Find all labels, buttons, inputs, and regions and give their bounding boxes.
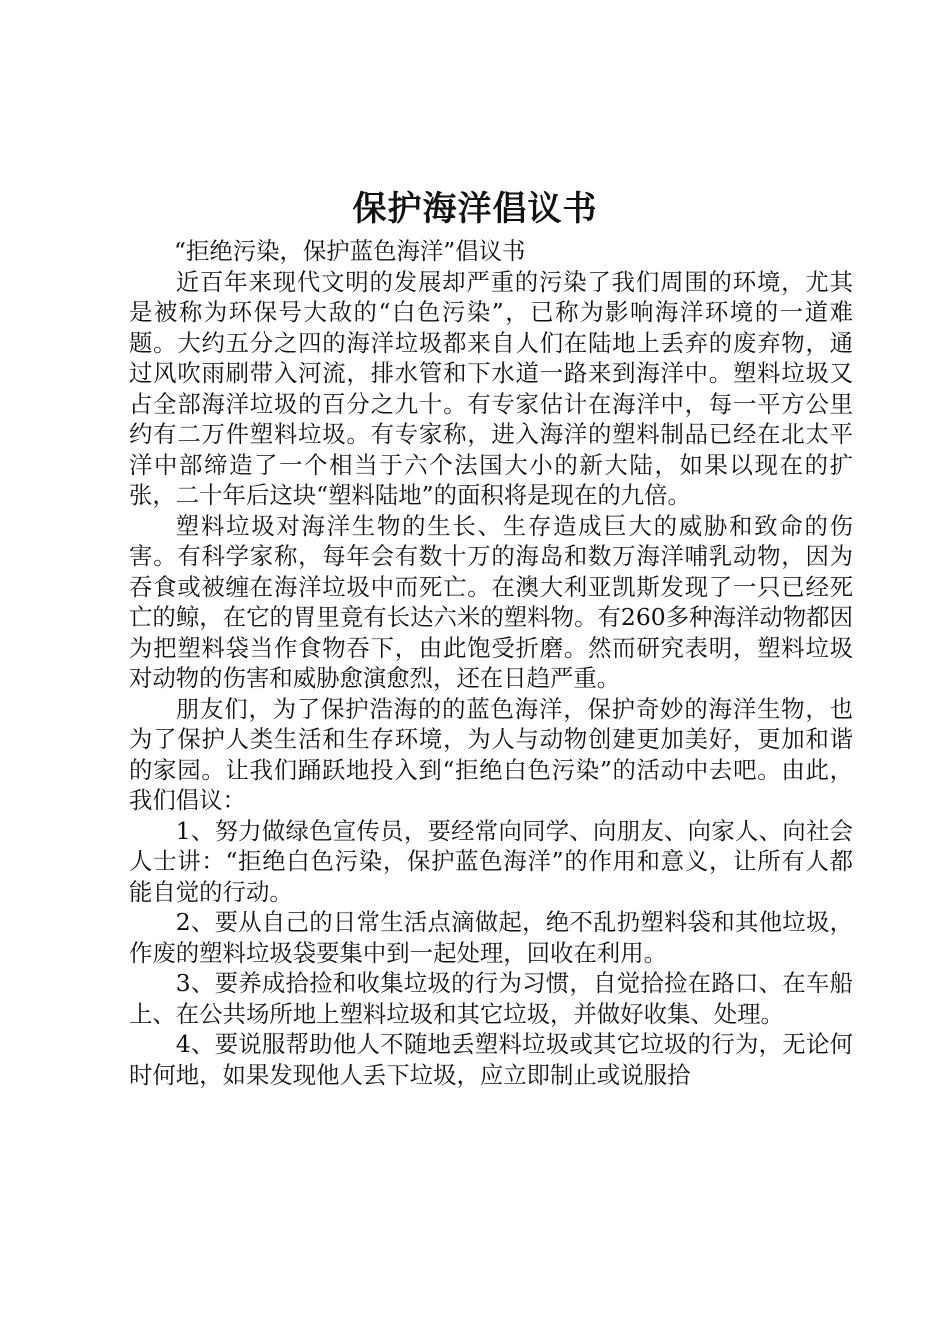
proposal-item-2: 2、要从自己的日常生活点滴做起，绝不乱扔塑料袋和其他垃圾，作废的塑料垃圾袋要集中到一起处理，回收在利用。 — [129, 908, 853, 967]
document-title: 保护海洋倡议书 — [352, 189, 598, 229]
paragraph-call-to-action: 朋友们，为了保护浩海的的蓝色海洋，保护奇妙的海洋生物，也为了保护人类生活和生存环境，为人与动物创建更加美好，更加和谐的家园。让我们踊跃地投入到“拒绝白色污染”的活动中去吧。由此，我们倡议： — [129, 694, 853, 814]
proposal-item-1: 1、努力做绿色宣传员，要经常向同学、向朋友、向家人、向社会人士讲：“拒绝白色污染，保护蓝色海洋”的作用和意义，让所有人都能自觉的行动。 — [129, 816, 853, 906]
document-body — [129, 236, 853, 1090]
paragraph-pollution-intro: 近百年来现代文明的发展却严重的污染了我们周围的环境，尤其是被称为环保号大敌的“白色污染”，已称为影响海洋环境的一道难题。大约五分之四的海洋垃圾都来自人们在陆地上丢弃的废弃物，通过风吹雨刷带入河流，排水管和下水道一路来到海洋中。塑料垃圾又占全部海洋垃圾的百分之九十。有专家估计在海洋中，每一平方公里约有二万件塑料垃圾。有专家称，进入海洋的塑料制品已经在北太平洋中部缔造了一个相当于六个法国大小的新大陆，如果以现在的扩张，二十年后这块“塑料陆地”的面积将是现在的九倍。 — [129, 267, 853, 509]
proposal-item-4: 4、要说服帮助他人不随地丢塑料垃圾或其它垃圾的行为，无论何时何地，如果发现他人丢下垃圾，应立即制止或说服拾 — [129, 1030, 853, 1089]
proposal-item-3: 3、要养成拾捡和收集垃圾的行为习惯，自觉拾捡在路口、在车船上、在公共场所地上塑料垃圾和其它垃圾，并做好收集、处理。 — [129, 969, 853, 1028]
paragraph-marine-harm: 塑料垃圾对海洋生物的生长、生存造成巨大的威胁和致命的伤害。有科学家称，每年会有数十万的海岛和数万海洋哺乳动物，因为吞食或被缠在海洋垃圾中而死亡。在澳大利亚凯斯发现了一只已经死亡的鲸，在它的胃里竟有长达六米的塑料物。有260多种海洋动物都因为把塑料袋当作食物吞下，由此饱受折磨。然而研究表明，塑料垃圾对动物的伤害和威胁愈演愈烈，还在日趋严重。 — [129, 511, 853, 692]
document-subtitle: “拒绝污染，保护蓝色海洋”倡议书 — [174, 237, 526, 265]
